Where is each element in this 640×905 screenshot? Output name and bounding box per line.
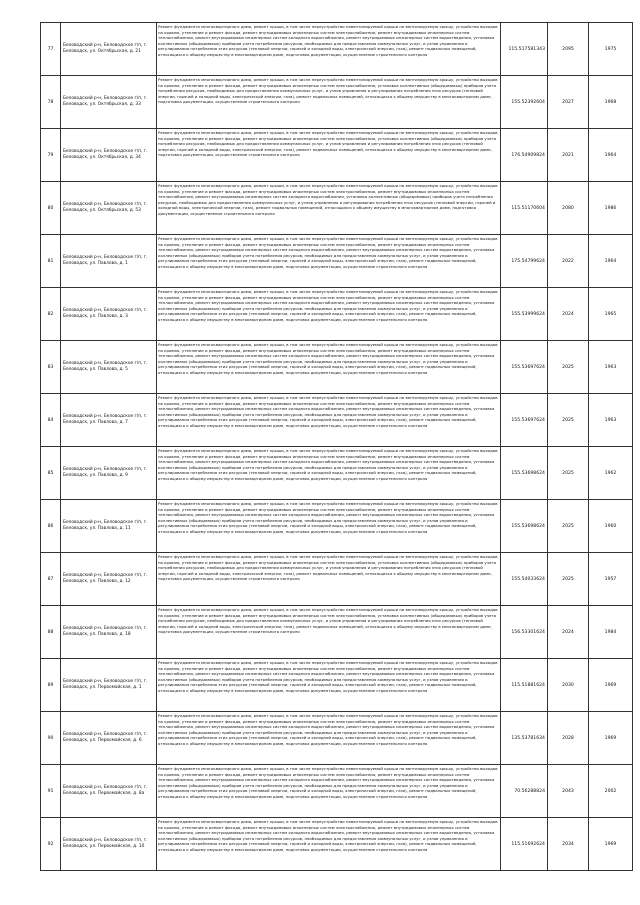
capital-repair-table (40, 22, 633, 871)
area-cell: 2027 (548, 76, 589, 129)
address-cell: Беловодский р-н, Беловодское г/п, г. Беловодск, ул. Павлова, д. 11 (61, 500, 157, 553)
area-cell: 2095 (548, 23, 589, 76)
works-description-cell: Ремонт фундамента многоквартирного дома, ремонт крыши, в том числе переустройство невентилируемой крыши на вентилируемую крышу, устройство выходов на кровлю, утепление и ремонт фасада, ремонт внутридомовых инженерных систем электроснабжения, ремонт внутридомовых инженерных систем теплоснабжения, ремонт внутридомовых инженерных систем холодного водоснабжения, ремонт внутридомовых инженерных систем водоотведения, установка коллективных (общедомовых) приборов учета потребления ресурсов, необходимых для предоставления коммунальных услуг, и узлов управления и регулирования потребления этих ресурсов (тепловой энергии, горячей и холодной воды, электрической энергии, газа), ремонт подвальных помещений, относящихся к общему имуществу в многоквартирном доме, подготовка документации, осуществление строительного контроля (157, 659, 501, 712)
area-cell: 2025 (548, 394, 589, 447)
table-body (41, 23, 633, 871)
cost-cell: 155.53698624 (501, 447, 548, 500)
area-cell: 2030 (548, 659, 589, 712)
year-cell: 1962 (589, 447, 633, 500)
year-cell: 1960 (589, 500, 633, 553)
year-cell: 1986 (589, 182, 633, 235)
year-cell: 1964 (589, 235, 633, 288)
row-number-cell: 85 (41, 447, 61, 500)
area-cell: 2025 (548, 500, 589, 553)
works-description-cell: Ремонт фундамента многоквартирного дома, ремонт крыши, в том числе переустройство невентилируемой крыши на вентилируемую крышу, устройство выходов на кровлю, утепление и ремонт фасада, ремонт внутридомовых инженерных систем электроснабжения, ремонт внутридомовых инженерных систем теплоснабжения, ремонт внутридомовых инженерных систем холодного водоснабжения, ремонт внутридомовых инженерных систем водоотведения, установка коллективных (общедомовых) приборов учета потребления ресурсов, необходимых для предоставления коммунальных услуг, и узлов управления и регулирования потребления этих ресурсов (тепловой энергии, горячей и холодной воды, электрической энергии, газа), ремонт подвальных помещений, относящихся к общему имуществу в многоквартирном доме, подготовка документации, осуществление строительного контроля (157, 765, 501, 818)
works-description-cell: Ремонт фундамента многоквартирного дома, ремонт крыши, в том числе переустройство невентилируемой крыши на вентилируемую крышу, устройство выходов на кровлю, утепление и ремонт фасада, ремонт внутридомовых инженерных систем электроснабжения, ремонт внутридомовых инженерных систем теплоснабжения, ремонт внутридомовых инженерных систем холодного водоснабжения, установка коллективных (общедомовых) приборов учета потребления ресурсов, необходимых для предоставления коммунальных услуг, и узлов управления и регулирования потребления этих ресурсов (тепловой энергии, горячей и холодной воды, электрической энергии, газа), ремонт подвальных помещений, относящихся к общему имуществу в многоквартирном доме, подготовка документации, осуществление строительного контроля (157, 182, 501, 235)
row-number-cell: 86 (41, 500, 61, 553)
cost-cell: 155.54033624 (501, 553, 548, 606)
cost-cell: 155.53999624 (501, 288, 548, 341)
row-number-cell: 89 (41, 659, 61, 712)
area-cell: 2024 (548, 288, 589, 341)
cost-cell: 155.52392604 (501, 76, 548, 129)
row-number-cell: 88 (41, 606, 61, 659)
works-description-cell: Ремонт фундамента многоквартирного дома, ремонт крыши, в том числе переустройство невентилируемой крыши на вентилируемую крышу, устройство выходов на кровлю, утепление и ремонт фасада, ремонт внутридомовых инженерных систем электроснабжения, установка коллективных (общедомовых) приборов учета потребления ресурсов, необходимых для предоставления коммунальных услуг, и узлов управления и регулирования потребления этих ресурсов (тепловой энергии, горячей и холодной воды, электрической энергии, газа), ремонт подвальных помещений, относящихся к общему имуществу в многоквартирном доме, подготовка документации, осуществление строительного контроля (157, 553, 501, 606)
works-description-cell: Ремонт фундамента многоквартирного дома, ремонт крыши, в том числе переустройство невентилируемой крыши на вентилируемую крышу, устройство выходов на кровлю, утепление и ремонт фасада, ремонт внутридомовых инженерных систем электроснабжения, установка коллективных (общедомовых) приборов учета потребления ресурсов, необходимых для предоставления коммунальных услуг, и узлов управления и регулирования потребления этих ресурсов (тепловой энергии, горячей и холодной воды, электрической энергии, газа), ремонт подвальных помещений, относящихся к общему имуществу в многоквартирном доме, подготовка документации, осуществление строительного контроля (157, 606, 501, 659)
table-row (41, 76, 633, 129)
year-cell: 1963 (589, 394, 633, 447)
table-row (41, 447, 633, 500)
area-cell: 2034 (548, 818, 589, 871)
cost-cell: 176.54909824 (501, 129, 548, 182)
address-cell: Беловодский р-н, Беловодское г/п, г. Беловодск, ул. Павлова, д. 18 (61, 606, 157, 659)
cost-cell: 155.53697624 (501, 341, 548, 394)
document-page (40, 22, 622, 871)
works-description-cell: Ремонт фундамента многоквартирного дома, ремонт крыши, в том числе переустройство невентилируемой крыши на вентилируемую крышу, устройство выходов на кровлю, утепление и ремонт фасада, ремонт внутридомовых инженерных систем электроснабжения, ремонт внутридомовых инженерных систем теплоснабжения, ремонт внутридомовых инженерных систем холодного водоснабжения, ремонт внутридомовых инженерных систем водоотведения, установка коллективных (общедомовых) приборов учета потребления ресурсов, необходимых для предоставления коммунальных услуг, и узлов управления и регулирования потребления этих ресурсов (тепловой энергии, горячей и холодной воды, электрической энергии, газа), ремонт подвальных помещений, относящихся к общему имуществу в многоквартирном доме, подготовка документации, осуществление строительного контроля (157, 500, 501, 553)
works-description-cell: Ремонт фундамента многоквартирного дома, ремонт крыши, в том числе переустройство невентилируемой крыши на вентилируемую крышу, устройство выходов на кровлю, утепление и ремонт фасада, ремонт внутридомовых инженерных систем электроснабжения, ремонт внутридомовых инженерных систем теплоснабжения, ремонт внутридомовых инженерных систем холодного водоснабжения, ремонт внутридомовых инженерных систем водоотведения, установка коллективных (общедомовых) приборов учета потребления ресурсов, необходимых для предоставления коммунальных услуг, и узлов управления и регулирования потребления этих ресурсов (тепловой энергии, горячей и холодной воды, электрической энергии, газа), ремонт подвальных помещений, относящихся к общему имуществу в многоквартирном доме, подготовка документации, осуществление строительного контроля (157, 23, 501, 76)
area-cell: 2025 (548, 341, 589, 394)
cost-cell: 115.51170604 (501, 182, 548, 235)
row-number-cell: 81 (41, 235, 61, 288)
row-number-cell: 77 (41, 23, 61, 76)
address-cell: Беловодский р-н, Беловодское г/п, г. Беловодск, ул. Октябрьская, д. 21 (61, 23, 157, 76)
table-row (41, 659, 633, 712)
row-number-cell: 92 (41, 818, 61, 871)
area-cell: 2028 (548, 712, 589, 765)
row-number-cell: 82 (41, 288, 61, 341)
row-number-cell: 84 (41, 394, 61, 447)
year-cell: 1969 (589, 712, 633, 765)
area-cell: 2043 (548, 765, 589, 818)
year-cell: 1968 (589, 76, 633, 129)
works-description-cell: Ремонт фундамента многоквартирного дома, ремонт крыши, в том числе переустройство невентилируемой крыши на вентилируемую крышу, устройство выходов на кровлю, утепление и ремонт фасада, ремонт внутридомовых инженерных систем электроснабжения, ремонт внутридомовых инженерных систем теплоснабжения, ремонт внутридомовых инженерных систем холодного водоснабжения, ремонт внутридомовых инженерных систем водоотведения, установка коллективных (общедомовых) приборов учета потребления ресурсов, необходимых для предоставления коммунальных услуг, и узлов управления и регулирования потребления этих ресурсов (тепловой энергии, горячей и холодной воды, электрической энергии, газа), ремонт подвальных помещений, относящихся к общему имуществу в многоквартирном доме, подготовка документации, осуществление строительного контроля (157, 818, 501, 871)
year-cell: 1964 (589, 129, 633, 182)
area-cell: 2024 (548, 606, 589, 659)
cost-cell: 155.53698624 (501, 500, 548, 553)
area-cell: 2025 (548, 553, 589, 606)
row-number-cell: 79 (41, 129, 61, 182)
table-row (41, 712, 633, 765)
works-description-cell: Ремонт фундамента многоквартирного дома, ремонт крыши, в том числе переустройство невентилируемой крыши на вентилируемую крышу, устройство выходов на кровлю, утепление и ремонт фасада, ремонт внутридомовых инженерных систем электроснабжения, ремонт внутридомовых инженерных систем теплоснабжения, ремонт внутридомовых инженерных систем холодного водоснабжения, ремонт внутридомовых инженерных систем водоотведения, установка коллективных (общедомовых) приборов учета потребления ресурсов, необходимых для предоставления коммунальных услуг, и узлов управления и регулирования потребления этих ресурсов (тепловой энергии, горячей и холодной воды, электрической энергии, газа), ремонт подвальных помещений, относящихся к общему имуществу в многоквартирном доме, подготовка документации, осуществление строительного контроля (157, 394, 501, 447)
works-description-cell: Ремонт фундамента многоквартирного дома, ремонт крыши, в том числе переустройство невентилируемой крыши на вентилируемую крышу, устройство выходов на кровлю, утепление и ремонт фасада, ремонт внутридомовых инженерных систем электроснабжения, ремонт внутридомовых инженерных систем теплоснабжения, ремонт внутридомовых инженерных систем холодного водоснабжения, ремонт внутридомовых инженерных систем водоотведения, установка коллективных (общедомовых) приборов учета потребления ресурсов, необходимых для предоставления коммунальных услуг, и узлов управления и регулирования потребления этих ресурсов (тепловой энергии, горячей и холодной воды, электрической энергии, газа), ремонт подвальных помещений, относящихся к общему имуществу в многоквартирном доме, подготовка документации, осуществление строительного контроля (157, 235, 501, 288)
address-cell: Беловодский р-н, Беловодское г/п, г. Беловодск, ул. Первомайская, д. 8а (61, 765, 157, 818)
year-cell: 1963 (589, 341, 633, 394)
table-row (41, 606, 633, 659)
cost-cell: 115.517581343 (501, 23, 548, 76)
address-cell: Беловодский р-н, Беловодское г/п, г. Беловодск, ул. Первомайская, д. 10 (61, 818, 157, 871)
address-cell: Беловодский р-н, Беловодское г/п, г. Беловодск, ул. Павлова, д. 5 (61, 341, 157, 394)
works-description-cell: Ремонт фундамента многоквартирного дома, ремонт крыши, в том числе переустройство невентилируемой крыши на вентилируемую крышу, устройство выходов на кровлю, утепление и ремонт фасада, ремонт внутридомовых инженерных систем электроснабжения, установка коллективных (общедомовых) приборов учета потребления ресурсов, необходимых для предоставления коммунальных услуг, и узлов управления и регулирования потребления этих ресурсов (тепловой энергии, горячей и холодной воды, электрической энергии, газа), ремонт подвальных помещений, относящихся к общему имуществу в многоквартирном доме, подготовка документации, осуществление строительного контроля (157, 129, 501, 182)
row-number-cell: 90 (41, 712, 61, 765)
area-cell: 2080 (548, 182, 589, 235)
year-cell: 1975 (589, 23, 633, 76)
cost-cell: 115.51881624 (501, 659, 548, 712)
address-cell: Беловодский р-н, Беловодское г/п, г. Беловодск, ул. Октябрьская, д. 33 (61, 76, 157, 129)
cost-cell: 155.53697624 (501, 394, 548, 447)
address-cell: Беловодский р-н, Беловодское г/п, г. Беловодск, ул. Октябрьская, д. 34 (61, 129, 157, 182)
address-cell: Беловодский р-н, Беловодское г/п, г. Беловодск, ул. Первомайская, д. 6 (61, 712, 157, 765)
cost-cell: 115.51692624 (501, 818, 548, 871)
address-cell: Беловодский р-н, Беловодское г/п, г. Беловодск, ул. Павлова, д. 9 (61, 447, 157, 500)
area-cell: 2025 (548, 447, 589, 500)
address-cell: Беловодский р-н, Беловодское г/п, г. Беловодск, ул. Октябрьская, д. 53 (61, 182, 157, 235)
year-cell: 1969 (589, 659, 633, 712)
works-description-cell: Ремонт фундамента многоквартирного дома, ремонт крыши, в том числе переустройство невентилируемой крыши на вентилируемую крышу, устройство выходов на кровлю, утепление и ремонт фасада, ремонт внутридомовых инженерных систем электроснабжения, ремонт внутридомовых инженерных систем теплоснабжения, ремонт внутридомовых инженерных систем холодного водоснабжения, ремонт внутридомовых инженерных систем водоотведения, установка коллективных (общедомовых) приборов учета потребления ресурсов, необходимых для предоставления коммунальных услуг, и узлов управления и регулирования потребления этих ресурсов (тепловой энергии, горячей и холодной воды, электрической энергии, газа), ремонт подвальных помещений, относящихся к общему имуществу в многоквартирном доме, подготовка документации, осуществление строительного контроля (157, 447, 501, 500)
address-cell: Беловодский р-н, Беловодское г/п, г. Беловодск, ул. Павлова, д. 12 (61, 553, 157, 606)
table-row (41, 129, 633, 182)
row-number-cell: 83 (41, 341, 61, 394)
cost-cell: 135.53781634 (501, 712, 548, 765)
address-cell: Беловодский р-н, Беловодское г/п, г. Беловодск, ул. Первомайская, д. 1 (61, 659, 157, 712)
cost-cell: 70.56288824 (501, 765, 548, 818)
row-number-cell: 91 (41, 765, 61, 818)
year-cell: 2002 (589, 765, 633, 818)
table-row (41, 500, 633, 553)
year-cell: 1965 (589, 288, 633, 341)
year-cell: 1969 (589, 818, 633, 871)
table-row (41, 182, 633, 235)
table-row (41, 818, 633, 871)
table-row (41, 765, 633, 818)
works-description-cell: Ремонт фундамента многоквартирного дома, ремонт крыши, в том числе переустройство невентилируемой крыши на вентилируемую крышу, устройство выходов на кровлю, утепление и ремонт фасада, ремонт внутридомовых инженерных систем электроснабжения, ремонт внутридомовых инженерных систем теплоснабжения, ремонт внутридомовых инженерных систем холодного водоснабжения, ремонт внутридомовых инженерных систем водоотведения, установка коллективных (общедомовых) приборов учета потребления ресурсов, необходимых для предоставления коммунальных услуг, и узлов управления и регулирования потребления этих ресурсов (тепловой энергии, горячей и холодной воды, электрической энергии, газа), ремонт подвальных помещений, относящихся к общему имуществу в многоквартирном доме, подготовка документации, осуществление строительного контроля (157, 712, 501, 765)
address-cell: Беловодский р-н, Беловодское г/п, г. Беловодск, ул. Павлова, д. 1 (61, 235, 157, 288)
table-row (41, 341, 633, 394)
row-number-cell: 78 (41, 76, 61, 129)
table-row (41, 288, 633, 341)
table-row (41, 235, 633, 288)
table-row (41, 394, 633, 447)
year-cell: 1957 (589, 553, 633, 606)
cost-cell: 156.53301624 (501, 606, 548, 659)
works-description-cell: Ремонт фундамента многоквартирного дома, ремонт крыши, в том числе переустройство невентилируемой крыши на вентилируемую крышу, устройство выходов на кровлю, утепление и ремонт фасада, ремонт внутридомовых инженерных систем электроснабжения, ремонт внутридомовых инженерных систем теплоснабжения, ремонт внутридомовых инженерных систем холодного водоснабжения, ремонт внутридомовых инженерных систем водоотведения, установка коллективных (общедомовых) приборов учета потребления ресурсов, необходимых для предоставления коммунальных услуг, и узлов управления и регулирования потребления этих ресурсов (тепловой энергии, горячей и холодной воды, электрической энергии, газа), ремонт подвальных помещений, относящихся к общему имуществу в многоквартирном доме, подготовка документации, осуществление строительного контроля (157, 341, 501, 394)
cost-cell: 175.54799624 (501, 235, 548, 288)
table-row (41, 553, 633, 606)
address-cell: Беловодский р-н, Беловодское г/п, г. Беловодск, ул. Павлова, д. 3 (61, 288, 157, 341)
area-cell: 2021 (548, 129, 589, 182)
table-row (41, 23, 633, 76)
works-description-cell: Ремонт фундамента многоквартирного дома, ремонт крыши, в том числе переустройство невентилируемой крыши на вентилируемую крышу, устройство выходов на кровлю, утепление и ремонт фасада, ремонт внутридомовых инженерных систем электроснабжения, установка коллективных (общедомовых) приборов учета потребления ресурсов, необходимых для предоставления коммунальных услуг, и узлов управления и регулирования потребления этих ресурсов (тепловой энергии, горячей и холодной воды, электрической энергии, газа), ремонт подвальных помещений, относящихся к общему имуществу в многоквартирном доме, подготовка документации, осуществление строительного контроля (157, 76, 501, 129)
works-description-cell: Ремонт фундамента многоквартирного дома, ремонт крыши, в том числе переустройство невентилируемой крыши на вентилируемую крышу, устройство выходов на кровлю, утепление и ремонт фасада, ремонт внутридомовых инженерных систем электроснабжения, ремонт внутридомовых инженерных систем теплоснабжения, ремонт внутридомовых инженерных систем холодного водоснабжения, ремонт внутридомовых инженерных систем водоотведения, установка коллективных (общедомовых) приборов учета потребления ресурсов, необходимых для предоставления коммунальных услуг, и узлов управления и регулирования потребления этих ресурсов (тепловой энергии, горячей и холодной воды, электрической энергии, газа), ремонт подвальных помещений, относящихся к общему имуществу в многоквартирном доме, подготовка документации, осуществление строительного контроля (157, 288, 501, 341)
row-number-cell: 87 (41, 553, 61, 606)
row-number-cell: 80 (41, 182, 61, 235)
address-cell: Беловодский р-н, Беловодское г/п, г. Беловодск, ул. Павлова, д. 7 (61, 394, 157, 447)
year-cell: 1984 (589, 606, 633, 659)
area-cell: 2022 (548, 235, 589, 288)
